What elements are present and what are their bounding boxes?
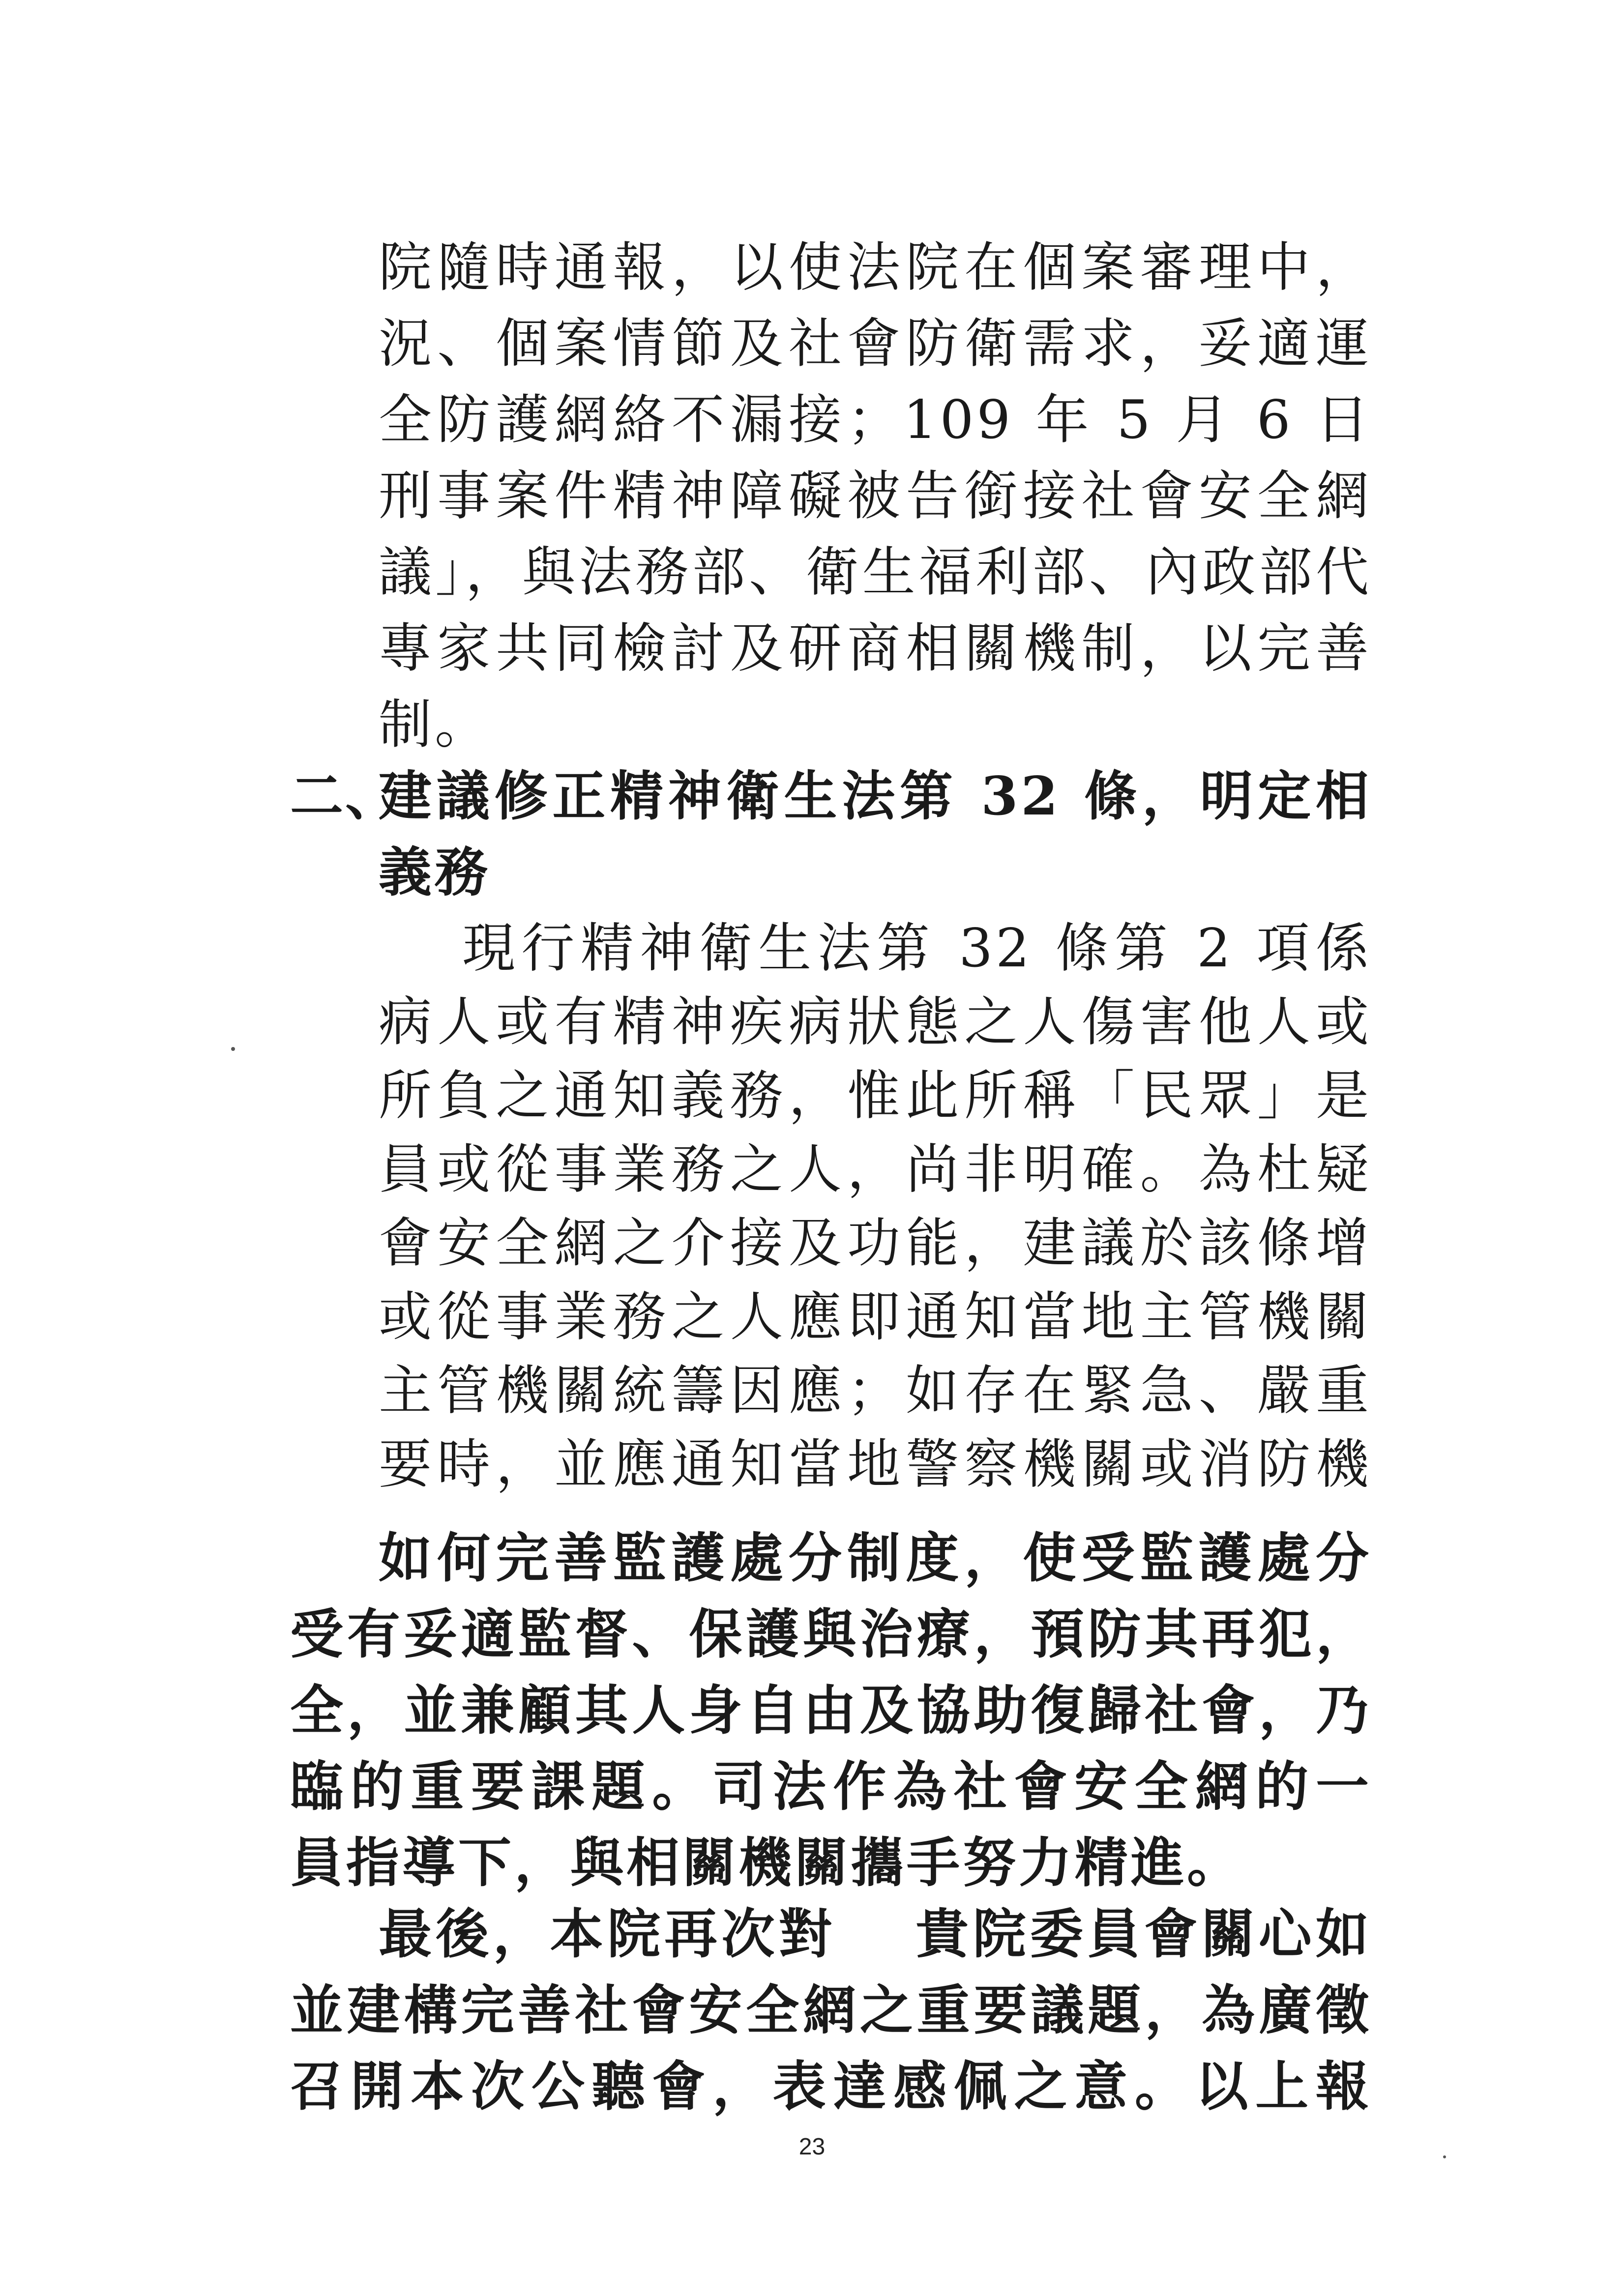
- section-heading: 義務: [379, 842, 491, 903]
- page-number: 23: [798, 2134, 826, 2160]
- paragraph-line: 議」，與法務部、衛生福利部、內政部代: [379, 542, 1372, 603]
- paragraph-line: 刑事案件精神障礙被告銜接社會安全網: [379, 465, 1372, 527]
- section-body-line: 現行精神衛生法第 32 條第 2 項係: [462, 918, 1372, 979]
- closing-line: 召開本次公聽會，表達感佩之意。以上報: [290, 2056, 1372, 2118]
- paragraph-line: 制。: [379, 694, 491, 756]
- section-body-line: 病人或有精神疾病狀態之人傷害他人或: [379, 991, 1372, 1053]
- conclusion-line: 如何完善監護處分制度，使受監護處分: [379, 1527, 1372, 1589]
- conclusion-line: 臨的重要課題。司法作為社會安全網的一: [290, 1756, 1372, 1818]
- scan-speck: [1443, 2155, 1446, 2158]
- conclusion-line: 全，並兼顧其人身自由及協助復歸社會，乃: [290, 1680, 1372, 1742]
- section-number: 二、: [290, 765, 401, 827]
- paragraph-line: 全防護網絡不漏接；109 年 5 月 6 日: [379, 389, 1372, 451]
- section-body-line: 或從事業務之人應即通知當地主管機關: [379, 1286, 1372, 1348]
- section-heading: 建議修正精神衛生法第 32 條，明定相: [379, 765, 1372, 827]
- paragraph-line: 院隨時通報，以使法院在個案審理中，: [379, 237, 1372, 298]
- scan-speck: [231, 1047, 235, 1051]
- paragraph-line: 況、個案情節及社會防衛需求，妥適運: [379, 313, 1372, 375]
- conclusion-line: 受有妥適監督、保護與治療，預防其再犯，: [290, 1603, 1372, 1665]
- closing-line: 並建構完善社會安全網之重要議題，為廣徵: [290, 1979, 1372, 2041]
- section-body-line: 員或從事業務之人，尚非明確。為杜疑: [379, 1139, 1372, 1200]
- section-body-line: 要時，並應通知當地警察機關或消防機: [379, 1434, 1372, 1495]
- section-body-line: 主管機關統籌因應；如存在緊急、嚴重: [379, 1360, 1372, 1422]
- section-body-line: 所負之通知義務，惟此所稱「民眾」是: [379, 1065, 1372, 1127]
- section-body-line: 會安全網之介接及功能，建議於該條增: [379, 1213, 1372, 1274]
- paragraph-line: 專家共同檢討及研商相關機制，以完善: [379, 618, 1372, 679]
- closing-line: 最後，本院再次對 貴院委員會關心如: [379, 1903, 1372, 1965]
- conclusion-line: 員指導下，與相關機關攜手努力精進。: [290, 1832, 1243, 1894]
